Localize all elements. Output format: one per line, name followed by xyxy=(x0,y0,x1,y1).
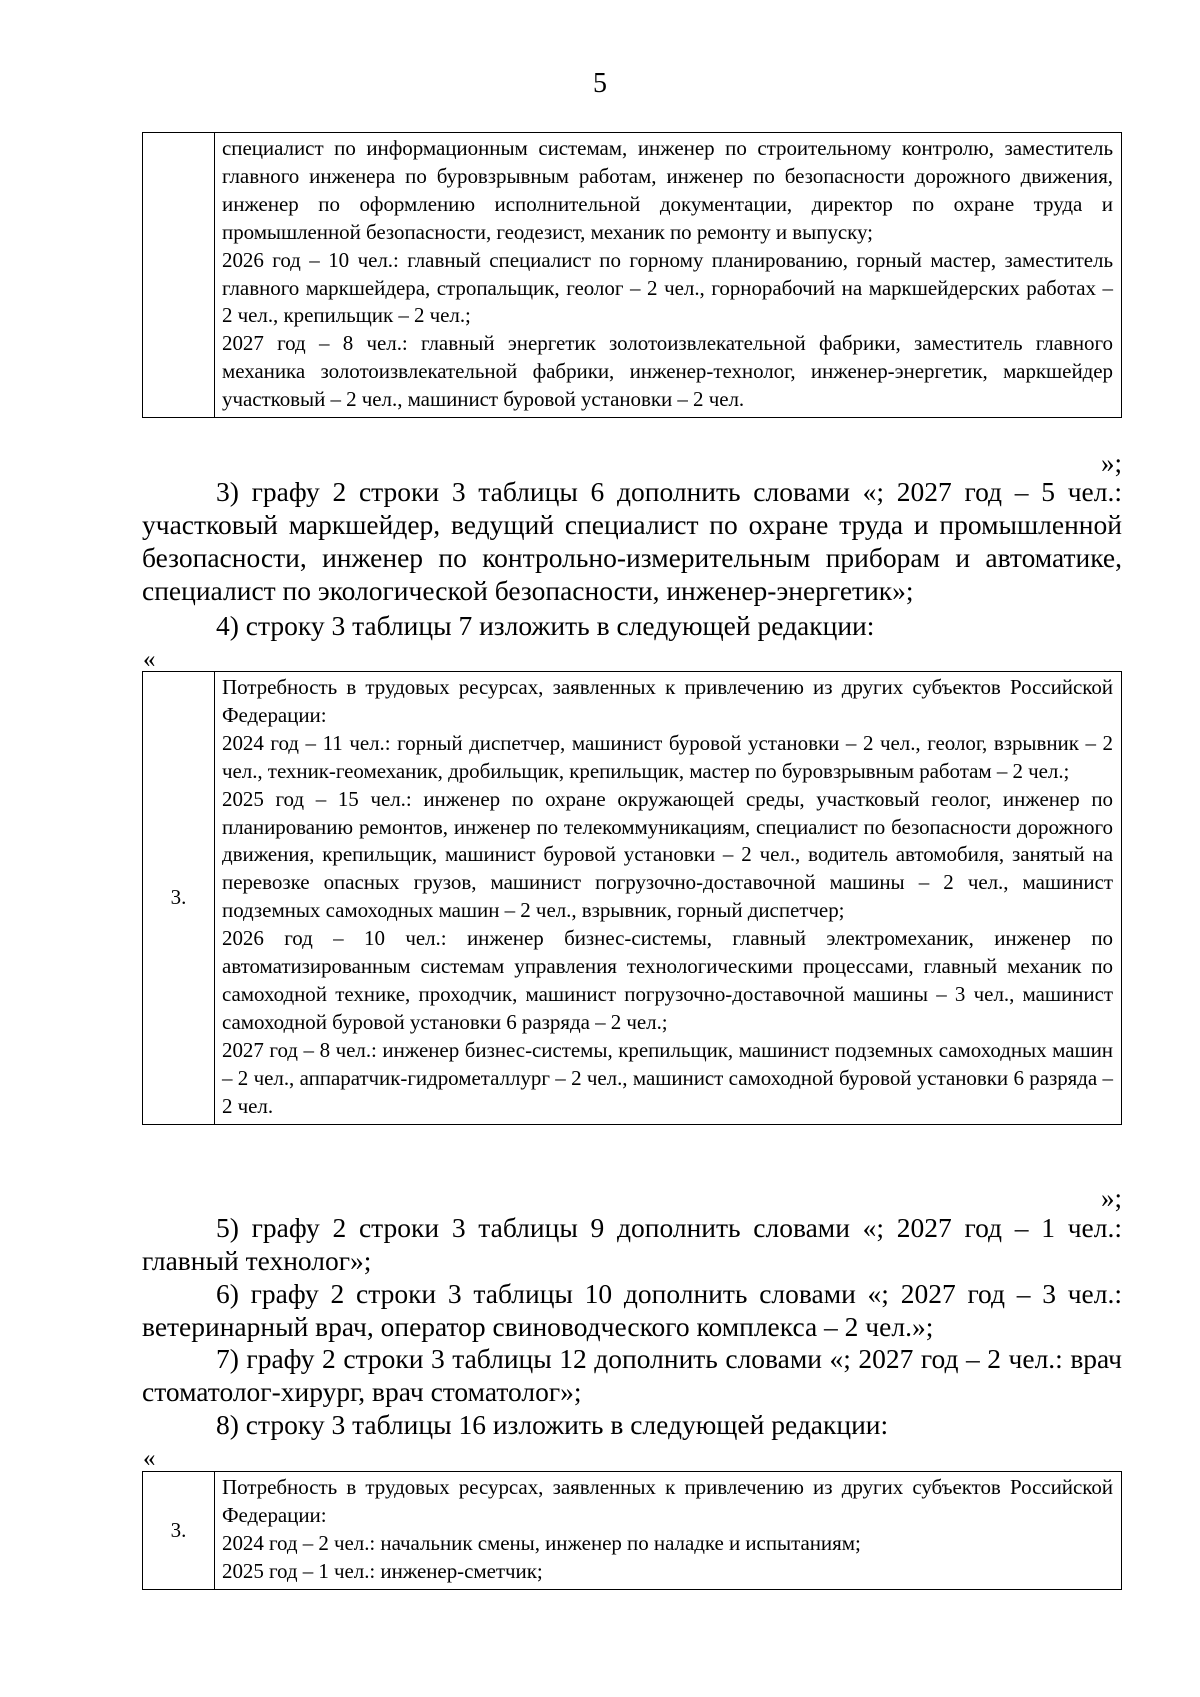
table-7-row-3 xyxy=(142,671,1122,1125)
table-paragraph: Потребность в трудовых ресурсах, заявленных к привлечению из других субъектов Российской Федерации: xyxy=(222,1475,1113,1527)
table-paragraph: 2027 год – 8 чел.: главный энергетик золотоизвлекательной фабрики, заместитель главного механика золотоизвлекательной фабрики, инженер-технолог, инженер-энергетик, маркшейдер участковый – 2 чел., машинист буровой установки – 2 чел. xyxy=(222,331,1113,412)
table-paragraph: 2025 год – 15 чел.: инженер по охране окружающей среды, участковый геолог, инженер по планированию ремонтов, инженер по телекоммуникациям, специалист по безопасности дорожного движения, крепильщик, машинист буровой установки – 2 чел., водитель автомобиля, занятый на перевозке опасных грузов, машинист погрузочно-доставочной машины – 2 чел., машинист подземных самоходных машин – 2 чел., взрывник, горный диспетчер; xyxy=(222,786,1113,923)
paragraph-4: 4) строку 3 таблицы 7 изложить в следующей редакции: xyxy=(216,610,875,641)
table-paragraph: 2027 год – 8 чел.: инженер бизнес-системы, крепильщик, машинист подземных самоходных машин – 2 чел., аппаратчик-гидрометаллург – 2 чел., машинист самоходной буровой установки 6 разряда – 2 чел. xyxy=(222,1037,1113,1118)
table-number-cell xyxy=(143,133,215,417)
table-row-number: 3. xyxy=(143,672,215,1124)
paragraph-5: 5) графу 2 строки 3 таблицы 9 дополнить словами «; 2027 год – 1 чел.: главный технолог»; xyxy=(142,1212,1122,1276)
paragraph-6: 6) графу 2 строки 3 таблицы 10 дополнить словами «; 2027 год – 3 чел.: ветеринарный врач, оператор свиноводческого комплекса – 2 чел.»; xyxy=(142,1278,1122,1342)
table-paragraph: 2026 год – 10 чел.: инженер бизнес-системы, главный электромеханик, инженер по автоматизированным системам управления технологическими процессами, главный механик по самоходной технике, проходчик, машинист погрузочно-доставочной машины – 3 чел., машинист самоходной буровой установки 6 разряда – 2 чел.; xyxy=(222,926,1113,1034)
page-number: 5 xyxy=(593,68,607,99)
paragraph-7: 7) графу 2 строки 3 таблицы 12 дополнить словами «; 2027 год – 2 чел.: врач стоматолог-хирург, врач стоматолог»; xyxy=(142,1343,1122,1407)
table-continuation xyxy=(142,132,1122,418)
table-paragraph: Потребность в трудовых ресурсах, заявленных к привлечению из других субъектов Российской Федерации: xyxy=(222,675,1113,727)
opening-quote: « xyxy=(143,1445,156,1472)
table-text-cell xyxy=(215,1472,1121,1589)
table-paragraph: 2026 год – 10 чел.: главный специалист по горному планированию, горный мастер, заместитель главного маркшейдера, стропальщик, геолог – 2 чел., горнорабочий на маркшейдерских работах – 2 чел., крепильщик – 2 чел.; xyxy=(222,247,1113,328)
opening-quote: « xyxy=(143,646,156,673)
table-paragraph: 2025 год – 1 чел.: инженер-сметчик; xyxy=(222,1558,543,1583)
closing-quote: »; xyxy=(1100,1183,1122,1213)
table-text-cell xyxy=(215,133,1121,417)
closing-quote: »; xyxy=(1100,448,1122,478)
table-text-cell xyxy=(215,672,1121,1124)
table-paragraph: специалист по информационным системам, инженер по строительному контролю, заместитель главного инженера по буровзрывным работам, инженер по безопасности дорожного движения, инженер по оформлению исполнительной документации, директор по охране труда и промышленной безопасности, геодезист, механик по ремонту и выпуску; xyxy=(222,136,1113,244)
paragraph-8: 8) строку 3 таблицы 16 изложить в следующей редакции: xyxy=(216,1409,889,1440)
table-paragraph: 2024 год – 11 чел.: горный диспетчер, машинист буровой установки – 2 чел., геолог, взрывник – 2 чел., техник-геомеханик, дробильщик, крепильщик, мастер по буровзрывным работам – 2 чел.; xyxy=(222,730,1113,783)
paragraph-3: 3) графу 2 строки 3 таблицы 6 дополнить словами «; 2027 год – 5 чел.: участковый маркшейдер, ведущий специалист по охране труда и промышленной безопасности, инженер по контрольно-измерительным приборам и автоматике, специалист по экологической безопасности, инженер-энергетик»; xyxy=(142,476,1122,606)
table-row-number: 3. xyxy=(143,1472,215,1589)
table-16-row-3 xyxy=(142,1471,1122,1590)
table-paragraph: 2024 год – 2 чел.: начальник смены, инженер по наладке и испытаниям; xyxy=(222,1530,861,1555)
